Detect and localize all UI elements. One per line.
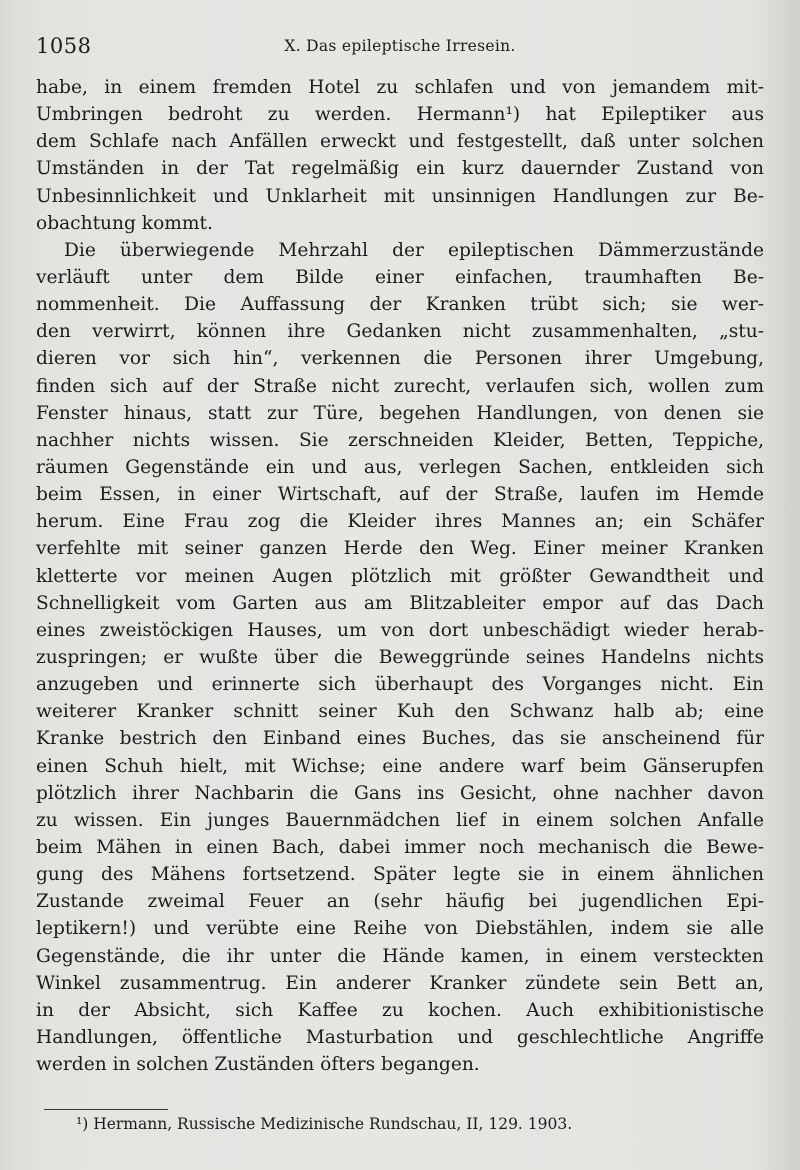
text-line: zu wissen. Ein junges Bauernmädchen lief in einem solchen Anfalle: [36, 809, 764, 831]
text-line: räumen Gegenstände ein und aus, verlegen Sachen, entkleiden sich: [36, 456, 764, 478]
text-line: nommenheit. Die Auffassung der Kranken trübt sich; sie wer-: [36, 294, 764, 316]
text-line: kletterte vor meinen Augen plötzlich mit größter Gewandtheit und: [36, 565, 764, 587]
text-line: Zustande zweimal Feuer an (sehr häufig bei jugendlichen Epi-: [36, 891, 764, 913]
text-line: gung des Mähens fortsetzend. Später legte sie in einem ähnlichen: [36, 864, 764, 886]
text-line: anzugeben und erinnerte sich überhaupt des Vorganges nicht. Ein: [36, 674, 764, 696]
text-line: Kranke bestrich den Einband eines Buches, das sie anscheinend für: [36, 728, 764, 750]
text-line: einen Schuh hielt, mit Wichse; eine andere warf beim Gänserupfen: [36, 755, 764, 777]
text-line: eines zweistöckigen Hauses, um von dort unbeschädigt wieder herab-: [36, 619, 764, 641]
text-line: Handlungen, öffentliche Masturbation und geschlechtliche Angriffe: [36, 1026, 764, 1048]
text-line: in der Absicht, sich Kaffee zu kochen. Auch exhibitionistische: [36, 999, 764, 1021]
page-number: 1058: [36, 34, 92, 58]
text-line: plötzlich ihrer Nachbarin die Gans ins Gesicht, ohne nachher davon: [36, 782, 764, 804]
text-line: zuspringen; er wußte über die Beweggründe seines Handelns nichts: [36, 646, 764, 668]
text-line: leptikern!) und verübte eine Reihe von Diebstählen, indem sie alle: [36, 918, 764, 940]
text-line: finden sich auf der Straße nicht zurecht, verlaufen sich, wollen zum: [36, 375, 764, 397]
text-line: Unbesinnlichkeit und Unklarheit mit unsinnigen Handlungen zur Be-: [36, 185, 764, 207]
text-line: beim Mähen in einen Bach, dabei immer noch mechanisch die Bewe-: [36, 836, 764, 858]
text-line: Gegenstände, die ihr unter die Hände kamen, in einem versteckten: [36, 945, 764, 967]
text-line: den verwirrt, können ihre Gedanken nicht zusammenhalten, „stu-: [36, 321, 764, 343]
body-text: [36, 74, 764, 1078]
page-header: [36, 34, 764, 58]
text-line: dem Schlafe nach Anfällen erweckt und festgestellt, daß unter solchen: [36, 131, 764, 153]
text-line: Schnelligkeit vom Garten aus am Blitzableiter empor auf das Dach: [36, 592, 764, 614]
footnote: ¹) Hermann, Russische Medizinische Rundschau, II, 129. 1903.: [76, 1115, 573, 1133]
footnote-divider: [44, 1109, 168, 1110]
text-line: habe, in einem fremden Hotel zu schlafen und von jemandem mit-: [36, 77, 764, 98]
text-line: weiterer Kranker schnitt seiner Kuh den Schwanz halb ab; eine: [36, 701, 764, 723]
running-head: X. Das epileptische Irresein.: [284, 37, 516, 55]
text-line: Umbringen bedroht zu werden. Hermann¹) hat Epileptiker aus: [36, 104, 764, 126]
text-line: obachtung kommt.: [36, 212, 213, 234]
text-line: Umständen in der Tat regelmäßig ein kurz dauernder Zustand von: [36, 158, 764, 180]
text-line: Fenster hinaus, statt zur Türe, begehen Handlungen, von denen sie: [36, 402, 764, 424]
text-line: beim Essen, in einer Wirtschaft, auf der Straße, laufen im Hemde: [36, 484, 764, 506]
text-line: nachher nichts wissen. Sie zerschneiden Kleider, Betten, Teppiche,: [36, 429, 764, 451]
text-line: dieren vor sich hin“, verkennen die Personen ihrer Umgebung,: [36, 348, 764, 370]
text-line: herum. Eine Frau zog die Kleider ihres Mannes an; ein Schäfer: [36, 511, 764, 533]
text-line: verfehlte mit seiner ganzen Herde den Weg. Einer meiner Kranken: [36, 538, 764, 560]
text-line: Winkel zusammentrug. Ein anderer Kranker zündete sein Bett an,: [36, 972, 764, 994]
text-line: Die überwiegende Mehrzahl der epileptischen Dämmerzustände: [64, 239, 764, 261]
text-line: werden in solchen Zuständen öfters begangen.: [36, 1054, 480, 1076]
text-line: verläuft unter dem Bilde einer einfachen, traumhaften Be-: [36, 266, 764, 288]
